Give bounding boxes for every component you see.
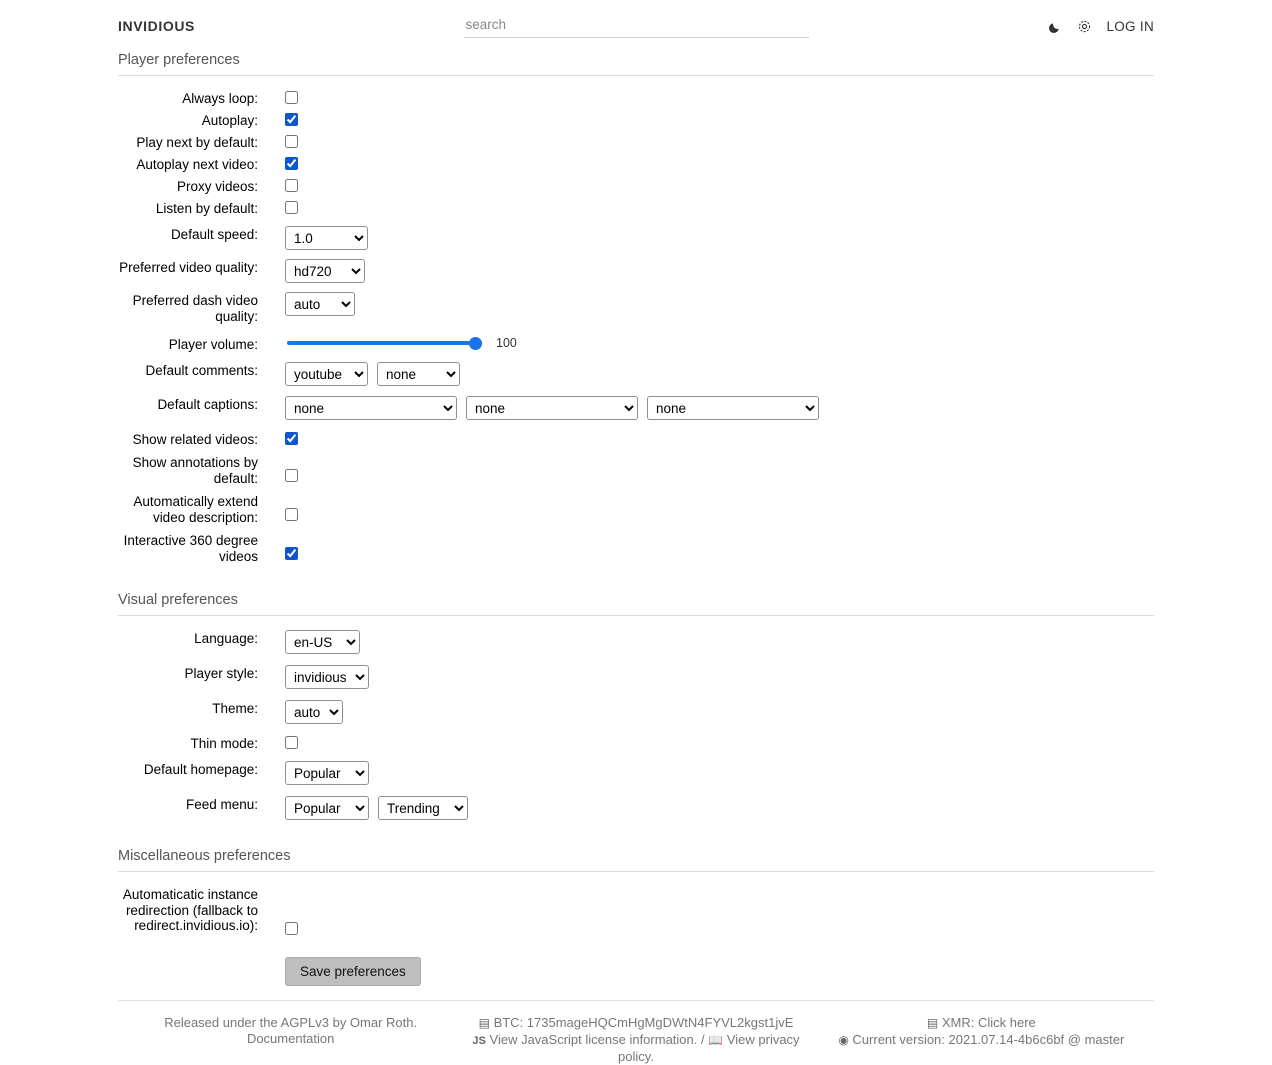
checkbox-proxy-videos[interactable] xyxy=(285,179,298,192)
pref-row-thin-mode xyxy=(118,735,1154,751)
label-default-comments: Default comments: xyxy=(145,363,258,378)
pref-row-player-style xyxy=(118,665,1154,689)
select-feed-menu-2[interactable] xyxy=(378,796,468,820)
label-feed-menu: Feed menu: xyxy=(185,797,258,812)
label-player-style: Player style: xyxy=(184,666,258,681)
label-show-related: Show related videos: xyxy=(132,432,258,447)
pref-row-player-volume xyxy=(118,336,1154,352)
footer-documentation-link[interactable]: Documentation xyxy=(246,1030,335,1046)
checkbox-play-next[interactable] xyxy=(285,135,298,148)
label-default-homepage: Default homepage: xyxy=(143,762,258,777)
label-language: Language: xyxy=(194,631,258,646)
navbar-center xyxy=(353,14,919,38)
checkbox-interactive-360[interactable] xyxy=(285,547,298,560)
pref-row-language xyxy=(118,630,1154,654)
label-default-speed: Default speed: xyxy=(170,227,258,242)
checkbox-listen-default[interactable] xyxy=(285,201,298,214)
footer-right xyxy=(809,1015,1154,1065)
select-language[interactable] xyxy=(285,630,360,654)
select-theme[interactable] xyxy=(285,700,343,724)
pref-row-autoplay-next xyxy=(118,156,1154,172)
select-feed-menu-1[interactable] xyxy=(285,796,369,820)
footer-btc-link[interactable]: BTC: 1735mageHQCmHgMgDWtN4FYVL2kgst1jvE xyxy=(493,1015,794,1030)
pref-row-instance-redirection xyxy=(118,886,1154,935)
navbar-right xyxy=(919,19,1272,34)
brand-logo[interactable]: INVIDIOUS xyxy=(118,18,195,34)
label-preferred-dash: Preferred dash video quality: xyxy=(132,293,258,324)
save-row xyxy=(118,957,1154,986)
label-thin-mode: Thin mode: xyxy=(190,736,258,751)
slider-player-volume[interactable] xyxy=(287,341,482,345)
checkbox-extend-description[interactable] xyxy=(285,508,298,521)
search-input[interactable] xyxy=(464,14,809,38)
checkbox-show-annotations[interactable] xyxy=(285,469,298,482)
select-default-comments-1[interactable] xyxy=(285,362,368,386)
login-link[interactable]: LOG IN xyxy=(1106,18,1154,34)
pref-row-show-annotations xyxy=(118,454,1154,486)
label-autoplay: Autoplay: xyxy=(201,113,258,128)
pref-row-default-captions xyxy=(118,396,1154,420)
checkbox-always-loop[interactable] xyxy=(285,91,298,104)
search-form xyxy=(464,14,809,38)
checkbox-instance-redirection[interactable] xyxy=(285,922,298,935)
section-title-player: Player preferences xyxy=(118,48,1154,76)
footer-center xyxy=(463,1015,808,1065)
select-preferred-dash[interactable] xyxy=(285,292,355,316)
footer-separator: / xyxy=(701,1031,705,1047)
pref-row-interactive-360 xyxy=(118,532,1154,564)
pref-row-preferred-quality xyxy=(118,259,1154,283)
pref-row-default-homepage xyxy=(118,761,1154,785)
pref-row-play-next xyxy=(118,134,1154,150)
section-title-visual: Visual preferences xyxy=(118,588,1154,616)
checkbox-autoplay-next[interactable] xyxy=(285,157,298,170)
label-interactive-360: Interactive 360 degree videos xyxy=(123,533,258,564)
checkbox-thin-mode[interactable] xyxy=(285,736,298,749)
navbar-left xyxy=(0,18,353,34)
pref-row-always-loop xyxy=(118,90,1154,106)
checkbox-show-related[interactable] xyxy=(285,432,298,445)
label-instance-redirection: Automaticatic instance redirection (fallback to redirect.invidious.io): xyxy=(122,887,258,933)
label-default-captions: Default captions: xyxy=(157,397,258,412)
select-default-homepage[interactable] xyxy=(285,761,369,785)
select-default-captions-3[interactable] xyxy=(647,396,819,420)
select-default-comments-2[interactable] xyxy=(377,362,460,386)
pref-row-listen-default xyxy=(118,200,1154,216)
pref-row-theme xyxy=(118,700,1154,724)
footer xyxy=(0,1000,1272,1065)
book-icon: 📖 xyxy=(708,1032,724,1047)
label-show-annotations: Show annotations by default: xyxy=(132,455,258,486)
label-preferred-quality: Preferred video quality: xyxy=(119,260,258,275)
select-default-captions-2[interactable] xyxy=(466,396,638,420)
pref-row-feed-menu xyxy=(118,796,1154,820)
label-proxy-videos: Proxy videos: xyxy=(176,179,258,194)
github-icon: ◉ xyxy=(838,1032,849,1047)
pref-row-default-comments xyxy=(118,362,1154,386)
save-preferences-button[interactable]: Save preferences xyxy=(285,957,421,986)
footer-license-text: Released under the AGPLv3 by Omar Roth. xyxy=(164,1015,418,1030)
footer-js-license-link[interactable]: View JavaScript license information. xyxy=(489,1031,698,1047)
footer-version-link[interactable]: Current version: 2021.07.14-4b6c6bf @ master xyxy=(852,1031,1125,1047)
javascript-tag-icon: JS xyxy=(472,1034,486,1047)
select-player-style[interactable] xyxy=(285,665,369,689)
label-theme: Theme: xyxy=(212,701,258,716)
footer-privacy-policy-link[interactable]: View privacy policy. xyxy=(618,1031,800,1064)
select-default-speed[interactable] xyxy=(285,226,368,250)
player-volume-value: 100 xyxy=(496,336,517,350)
label-player-volume: Player volume: xyxy=(168,337,258,352)
preferences-page xyxy=(0,48,1272,986)
label-play-next: Play next by default: xyxy=(136,135,258,150)
navbar xyxy=(0,0,1272,48)
label-always-loop: Always loop: xyxy=(182,91,258,106)
label-extend-description: Automatically extend video description: xyxy=(133,494,258,525)
pref-row-extend-description xyxy=(118,493,1154,525)
checkbox-autoplay[interactable] xyxy=(285,113,298,126)
footer-left xyxy=(118,1015,463,1065)
gear-icon[interactable] xyxy=(1077,19,1092,34)
select-preferred-quality[interactable] xyxy=(285,259,365,283)
monero-icon: ▤ xyxy=(926,1016,939,1030)
pref-row-default-speed xyxy=(118,226,1154,250)
label-autoplay-next: Autoplay next video: xyxy=(136,157,258,172)
pref-row-preferred-dash xyxy=(118,292,1154,324)
pref-row-proxy-videos xyxy=(118,178,1154,194)
footer-xmr-link[interactable]: XMR: Click here xyxy=(941,1015,1036,1030)
monero-btc-icon: ▤ xyxy=(478,1016,490,1030)
label-listen-default: Listen by default: xyxy=(155,201,258,216)
pref-row-show-related xyxy=(118,431,1154,447)
section-title-misc: Miscellaneous preferences xyxy=(118,844,1154,872)
pref-row-autoplay xyxy=(118,112,1154,128)
moon-icon[interactable] xyxy=(1048,19,1063,34)
select-default-captions-1[interactable] xyxy=(285,396,457,420)
